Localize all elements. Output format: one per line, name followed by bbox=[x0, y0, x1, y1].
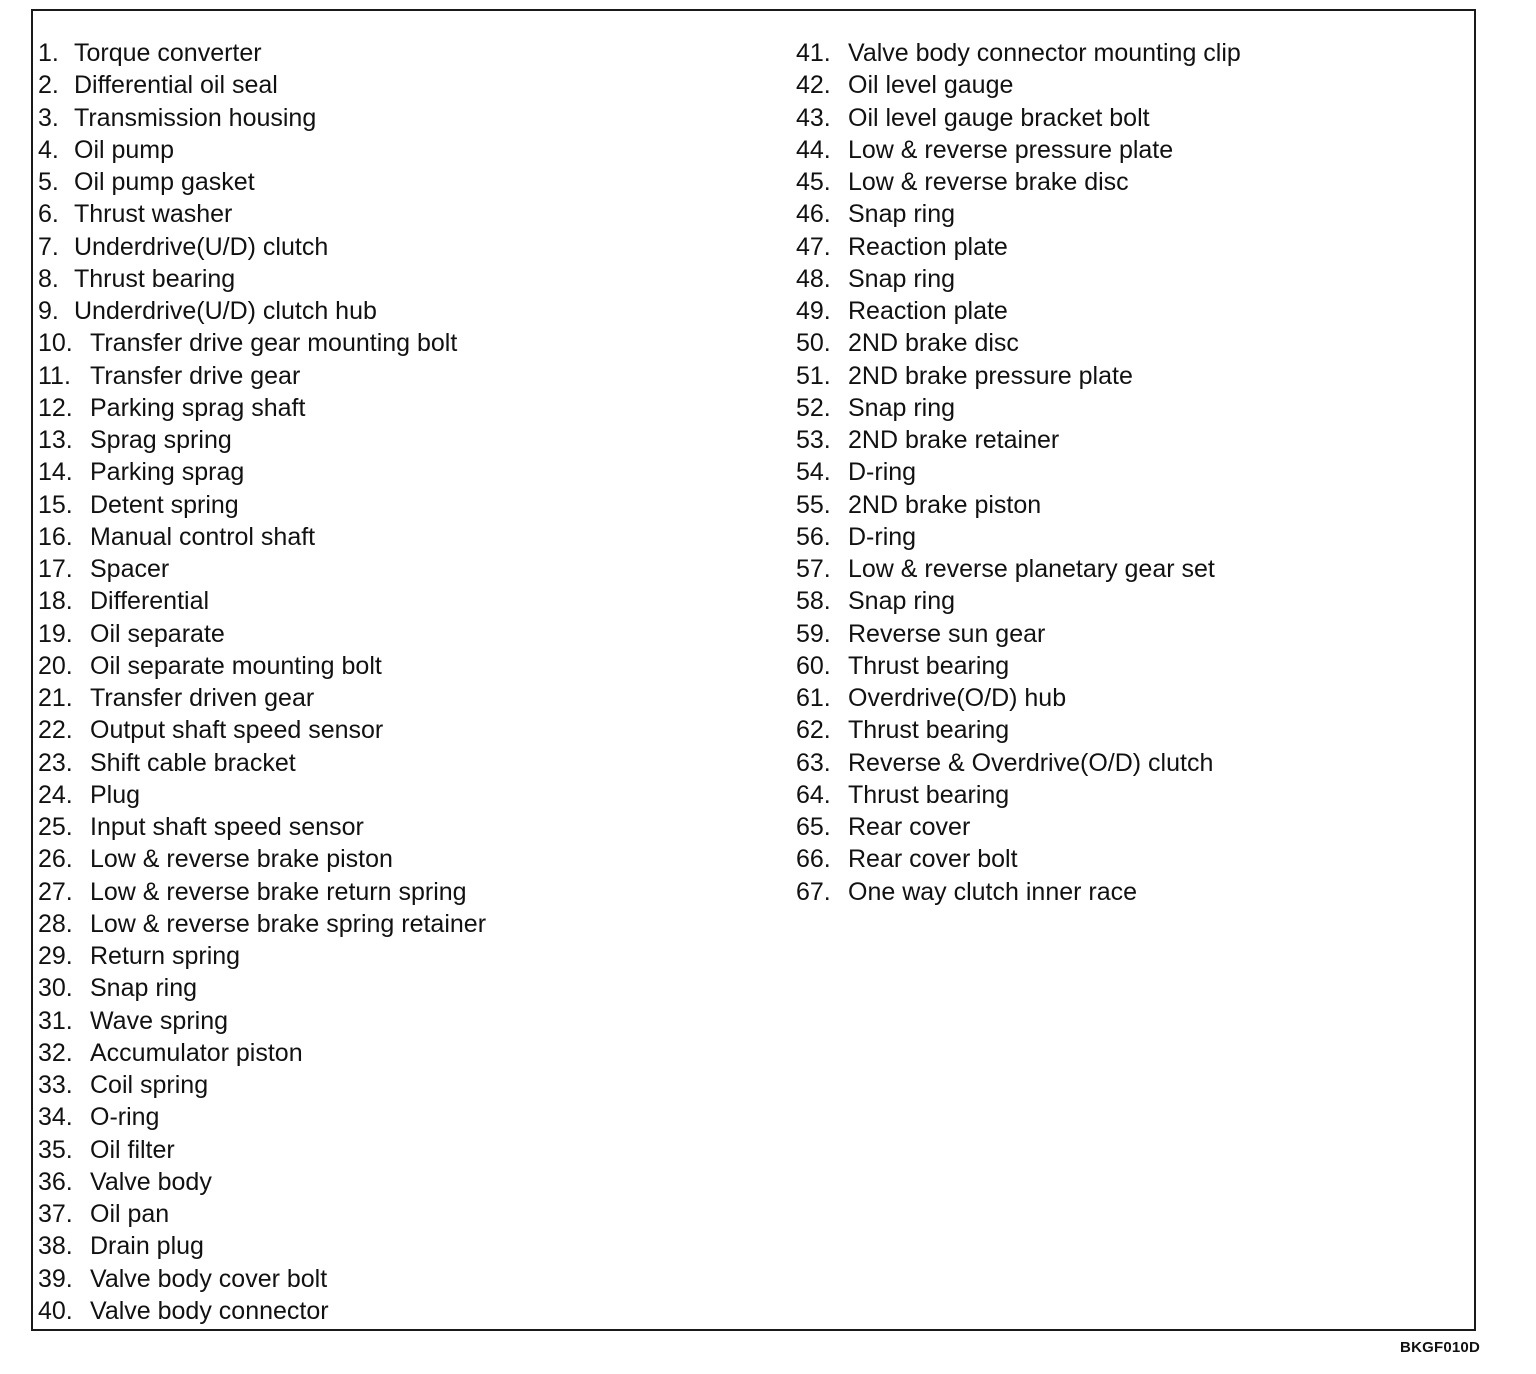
part-number: 21. bbox=[38, 684, 73, 713]
parts-list-item bbox=[796, 456, 1241, 488]
part-number: 23. bbox=[38, 748, 73, 777]
part-number: 2. bbox=[38, 71, 59, 100]
parts-list-item bbox=[38, 553, 486, 585]
parts-list-item bbox=[38, 1263, 486, 1295]
part-number: 4. bbox=[38, 135, 59, 164]
parts-list-item bbox=[796, 779, 1241, 811]
parts-list-item bbox=[38, 940, 486, 972]
part-label: Rear cover bbox=[848, 813, 971, 842]
part-label: Return spring bbox=[90, 942, 241, 971]
part-number: 66. bbox=[796, 845, 831, 874]
part-label: Underdrive(U/D) clutch hub bbox=[74, 297, 377, 326]
parts-list-item bbox=[38, 747, 486, 779]
parts-list-item bbox=[38, 521, 486, 553]
part-label: Valve body bbox=[90, 1167, 212, 1196]
part-label: Plug bbox=[90, 780, 141, 809]
parts-list-item bbox=[38, 424, 486, 456]
part-number: 25. bbox=[38, 813, 73, 842]
part-number: 45. bbox=[796, 168, 831, 197]
part-number: 34. bbox=[38, 1103, 73, 1132]
parts-list-right-column bbox=[796, 37, 1241, 908]
part-number: 17. bbox=[38, 555, 73, 584]
parts-list-item bbox=[38, 1166, 486, 1198]
part-number: 14. bbox=[38, 458, 73, 487]
part-number: 53. bbox=[796, 426, 831, 455]
part-label: 2ND brake disc bbox=[848, 329, 1019, 358]
part-number: 10. bbox=[38, 329, 73, 358]
part-label: Transfer driven gear bbox=[90, 684, 315, 713]
part-label: Differential oil seal bbox=[74, 71, 278, 100]
parts-list-item bbox=[796, 295, 1241, 327]
part-number: 46. bbox=[796, 200, 831, 229]
parts-list-item bbox=[38, 489, 486, 521]
parts-list-item bbox=[38, 876, 486, 908]
part-label: Thrust washer bbox=[74, 200, 233, 229]
parts-list-item bbox=[796, 231, 1241, 263]
part-number: 39. bbox=[38, 1264, 73, 1293]
figure-code: BKGF010D bbox=[1400, 1339, 1480, 1356]
part-label: Manual control shaft bbox=[90, 522, 316, 551]
part-number: 28. bbox=[38, 909, 73, 938]
part-label: Torque converter bbox=[74, 39, 262, 68]
part-label: Low & reverse brake disc bbox=[848, 168, 1129, 197]
parts-list-item bbox=[38, 1198, 486, 1230]
part-number: 5. bbox=[38, 168, 59, 197]
parts-list-item bbox=[38, 585, 486, 617]
parts-list-item bbox=[796, 102, 1241, 134]
parts-list-item bbox=[796, 618, 1241, 650]
part-label: One way clutch inner race bbox=[848, 877, 1138, 906]
part-number: 55. bbox=[796, 490, 831, 519]
parts-list-item bbox=[38, 1295, 486, 1327]
part-number: 15. bbox=[38, 490, 73, 519]
part-label: Low & reverse brake spring retainer bbox=[90, 909, 487, 938]
part-number: 67. bbox=[796, 877, 831, 906]
part-label: Rear cover bolt bbox=[848, 845, 1018, 874]
part-label: Shift cable bracket bbox=[90, 748, 296, 777]
part-number: 13. bbox=[38, 426, 73, 455]
part-label: Thrust bearing bbox=[848, 780, 1010, 809]
parts-list-item bbox=[38, 1069, 486, 1101]
parts-list-item bbox=[796, 714, 1241, 746]
part-label: Low & reverse pressure plate bbox=[848, 135, 1174, 164]
parts-list-item bbox=[796, 553, 1241, 585]
part-label: 2ND brake retainer bbox=[848, 426, 1060, 455]
part-number: 16. bbox=[38, 522, 73, 551]
part-label: Snap ring bbox=[848, 393, 956, 422]
part-label: Snap ring bbox=[848, 200, 956, 229]
parts-list-item bbox=[38, 134, 486, 166]
parts-list-item bbox=[38, 682, 486, 714]
parts-list-item bbox=[38, 1005, 486, 1037]
part-label: Oil pan bbox=[90, 1200, 170, 1229]
parts-list-item bbox=[38, 360, 486, 392]
parts-list-item bbox=[38, 392, 486, 424]
part-label: Snap ring bbox=[848, 264, 956, 293]
part-label: 2ND brake pressure plate bbox=[848, 361, 1133, 390]
part-number: 35. bbox=[38, 1135, 73, 1164]
parts-list-item bbox=[796, 489, 1241, 521]
part-number: 63. bbox=[796, 748, 831, 777]
part-label: Input shaft speed sensor bbox=[90, 813, 364, 842]
part-number: 31. bbox=[38, 1006, 73, 1035]
part-number: 6. bbox=[38, 200, 59, 229]
part-label: Oil pump bbox=[74, 135, 175, 164]
part-number: 43. bbox=[796, 103, 831, 132]
part-label: Parking sprag bbox=[90, 458, 245, 487]
parts-list-item bbox=[38, 456, 486, 488]
parts-list-item bbox=[796, 521, 1241, 553]
parts-list-item bbox=[796, 811, 1241, 843]
part-label: Snap ring bbox=[848, 587, 956, 616]
part-number: 27. bbox=[38, 877, 73, 906]
parts-list-item bbox=[38, 231, 486, 263]
part-label: Low & reverse brake piston bbox=[90, 845, 393, 874]
part-number: 38. bbox=[38, 1232, 73, 1261]
parts-list-item bbox=[38, 972, 486, 1004]
parts-list-item bbox=[38, 650, 486, 682]
part-label: Detent spring bbox=[90, 490, 239, 519]
part-label: Transfer drive gear mounting bolt bbox=[90, 329, 458, 358]
part-label: O-ring bbox=[90, 1103, 160, 1132]
part-number: 52. bbox=[796, 393, 831, 422]
parts-list-item bbox=[38, 843, 486, 875]
part-number: 3. bbox=[38, 103, 59, 132]
part-number: 22. bbox=[38, 716, 73, 745]
part-number: 26. bbox=[38, 845, 73, 874]
part-label: Reverse & Overdrive(O/D) clutch bbox=[848, 748, 1214, 777]
parts-list-item bbox=[796, 876, 1241, 908]
part-number: 47. bbox=[796, 232, 831, 261]
part-number: 11. bbox=[38, 361, 71, 390]
part-label: Thrust bearing bbox=[848, 651, 1010, 680]
part-label: Low & reverse planetary gear set bbox=[848, 555, 1215, 584]
part-number: 12. bbox=[38, 393, 73, 422]
parts-list-item bbox=[796, 198, 1241, 230]
part-label: Oil separate mounting bolt bbox=[90, 651, 382, 680]
parts-list-item bbox=[38, 811, 486, 843]
part-label: Parking sprag shaft bbox=[90, 393, 306, 422]
parts-list-item bbox=[38, 263, 486, 295]
parts-list-item bbox=[38, 69, 486, 101]
part-number: 51. bbox=[796, 361, 831, 390]
part-label: Oil level gauge bracket bolt bbox=[848, 103, 1150, 132]
parts-list-item bbox=[38, 102, 486, 134]
part-label: Valve body cover bolt bbox=[90, 1264, 328, 1293]
part-label: Transfer drive gear bbox=[90, 361, 301, 390]
parts-list-item bbox=[796, 585, 1241, 617]
part-number: 54. bbox=[796, 458, 831, 487]
parts-list-item bbox=[796, 747, 1241, 779]
part-number: 18. bbox=[38, 587, 73, 616]
part-label: Accumulator piston bbox=[90, 1038, 303, 1067]
part-label: Reaction plate bbox=[848, 297, 1008, 326]
part-label: Differential bbox=[90, 587, 210, 616]
parts-list-item bbox=[38, 37, 486, 69]
part-number: 40. bbox=[38, 1296, 73, 1325]
parts-list-item bbox=[38, 618, 486, 650]
parts-list-item bbox=[796, 843, 1241, 875]
part-label: Reverse sun gear bbox=[848, 619, 1046, 648]
part-number: 58. bbox=[796, 587, 831, 616]
part-label: Underdrive(U/D) clutch bbox=[74, 232, 329, 261]
part-label: Wave spring bbox=[90, 1006, 229, 1035]
parts-list-item bbox=[796, 424, 1241, 456]
parts-list-item bbox=[38, 779, 486, 811]
part-number: 8. bbox=[38, 264, 59, 293]
part-label: Oil filter bbox=[90, 1135, 175, 1164]
part-number: 62. bbox=[796, 716, 831, 745]
parts-list-item bbox=[38, 327, 486, 359]
part-label: Sprag spring bbox=[90, 426, 232, 455]
part-number: 33. bbox=[38, 1071, 73, 1100]
part-label: Coil spring bbox=[90, 1071, 209, 1100]
parts-list-item bbox=[796, 69, 1241, 101]
parts-list-item bbox=[38, 908, 486, 940]
part-number: 59. bbox=[796, 619, 831, 648]
part-label: Thrust bearing bbox=[74, 264, 236, 293]
part-label: Drain plug bbox=[90, 1232, 204, 1261]
part-label: D-ring bbox=[848, 522, 917, 551]
part-label: Oil separate bbox=[90, 619, 225, 648]
part-number: 49. bbox=[796, 297, 831, 326]
part-number: 1. bbox=[38, 39, 59, 68]
part-number: 36. bbox=[38, 1167, 73, 1196]
part-number: 64. bbox=[796, 780, 831, 809]
part-number: 24. bbox=[38, 780, 73, 809]
parts-list-left-column bbox=[38, 37, 486, 1327]
part-number: 9. bbox=[38, 297, 59, 326]
part-number: 41. bbox=[796, 39, 831, 68]
part-label: Valve body connector mounting clip bbox=[848, 39, 1241, 68]
part-label: 2ND brake piston bbox=[848, 490, 1042, 519]
parts-list-item bbox=[796, 327, 1241, 359]
part-number: 19. bbox=[38, 619, 73, 648]
part-number: 48. bbox=[796, 264, 831, 293]
parts-list-item bbox=[38, 1037, 486, 1069]
part-label: Oil pump gasket bbox=[74, 168, 255, 197]
part-number: 50. bbox=[796, 329, 831, 358]
part-number: 32. bbox=[38, 1038, 73, 1067]
part-label: Spacer bbox=[90, 555, 170, 584]
part-number: 56. bbox=[796, 522, 831, 551]
part-label: D-ring bbox=[848, 458, 917, 487]
parts-list-item bbox=[796, 392, 1241, 424]
parts-list-item bbox=[796, 37, 1241, 69]
parts-list-frame bbox=[31, 9, 1476, 1331]
parts-list-item bbox=[38, 295, 486, 327]
part-number: 37. bbox=[38, 1200, 73, 1229]
part-label: Oil level gauge bbox=[848, 71, 1014, 100]
part-number: 7. bbox=[38, 232, 59, 261]
parts-list-item bbox=[38, 198, 486, 230]
part-label: Reaction plate bbox=[848, 232, 1008, 261]
part-label: Snap ring bbox=[90, 974, 198, 1003]
part-number: 42. bbox=[796, 71, 831, 100]
part-label: Valve body connector bbox=[90, 1296, 329, 1325]
part-number: 44. bbox=[796, 135, 831, 164]
part-label: Low & reverse brake return spring bbox=[90, 877, 467, 906]
parts-list-item bbox=[38, 166, 486, 198]
part-label: Transmission housing bbox=[74, 103, 317, 132]
part-number: 65. bbox=[796, 813, 831, 842]
part-number: 57. bbox=[796, 555, 831, 584]
part-number: 61. bbox=[796, 684, 831, 713]
parts-list-item bbox=[796, 360, 1241, 392]
parts-list-item bbox=[796, 650, 1241, 682]
parts-list-item bbox=[796, 263, 1241, 295]
part-label: Overdrive(O/D) hub bbox=[848, 684, 1067, 713]
part-label: Output shaft speed sensor bbox=[90, 716, 384, 745]
parts-list-item bbox=[38, 1134, 486, 1166]
part-number: 20. bbox=[38, 651, 73, 680]
part-number: 29. bbox=[38, 942, 73, 971]
parts-list-item bbox=[38, 1101, 486, 1133]
part-number: 60. bbox=[796, 651, 831, 680]
part-label: Thrust bearing bbox=[848, 716, 1010, 745]
parts-list-item bbox=[38, 714, 486, 746]
parts-list-item bbox=[796, 166, 1241, 198]
parts-list-item bbox=[796, 134, 1241, 166]
part-number: 30. bbox=[38, 974, 73, 1003]
parts-list-item bbox=[38, 1230, 486, 1262]
parts-list-item bbox=[796, 682, 1241, 714]
